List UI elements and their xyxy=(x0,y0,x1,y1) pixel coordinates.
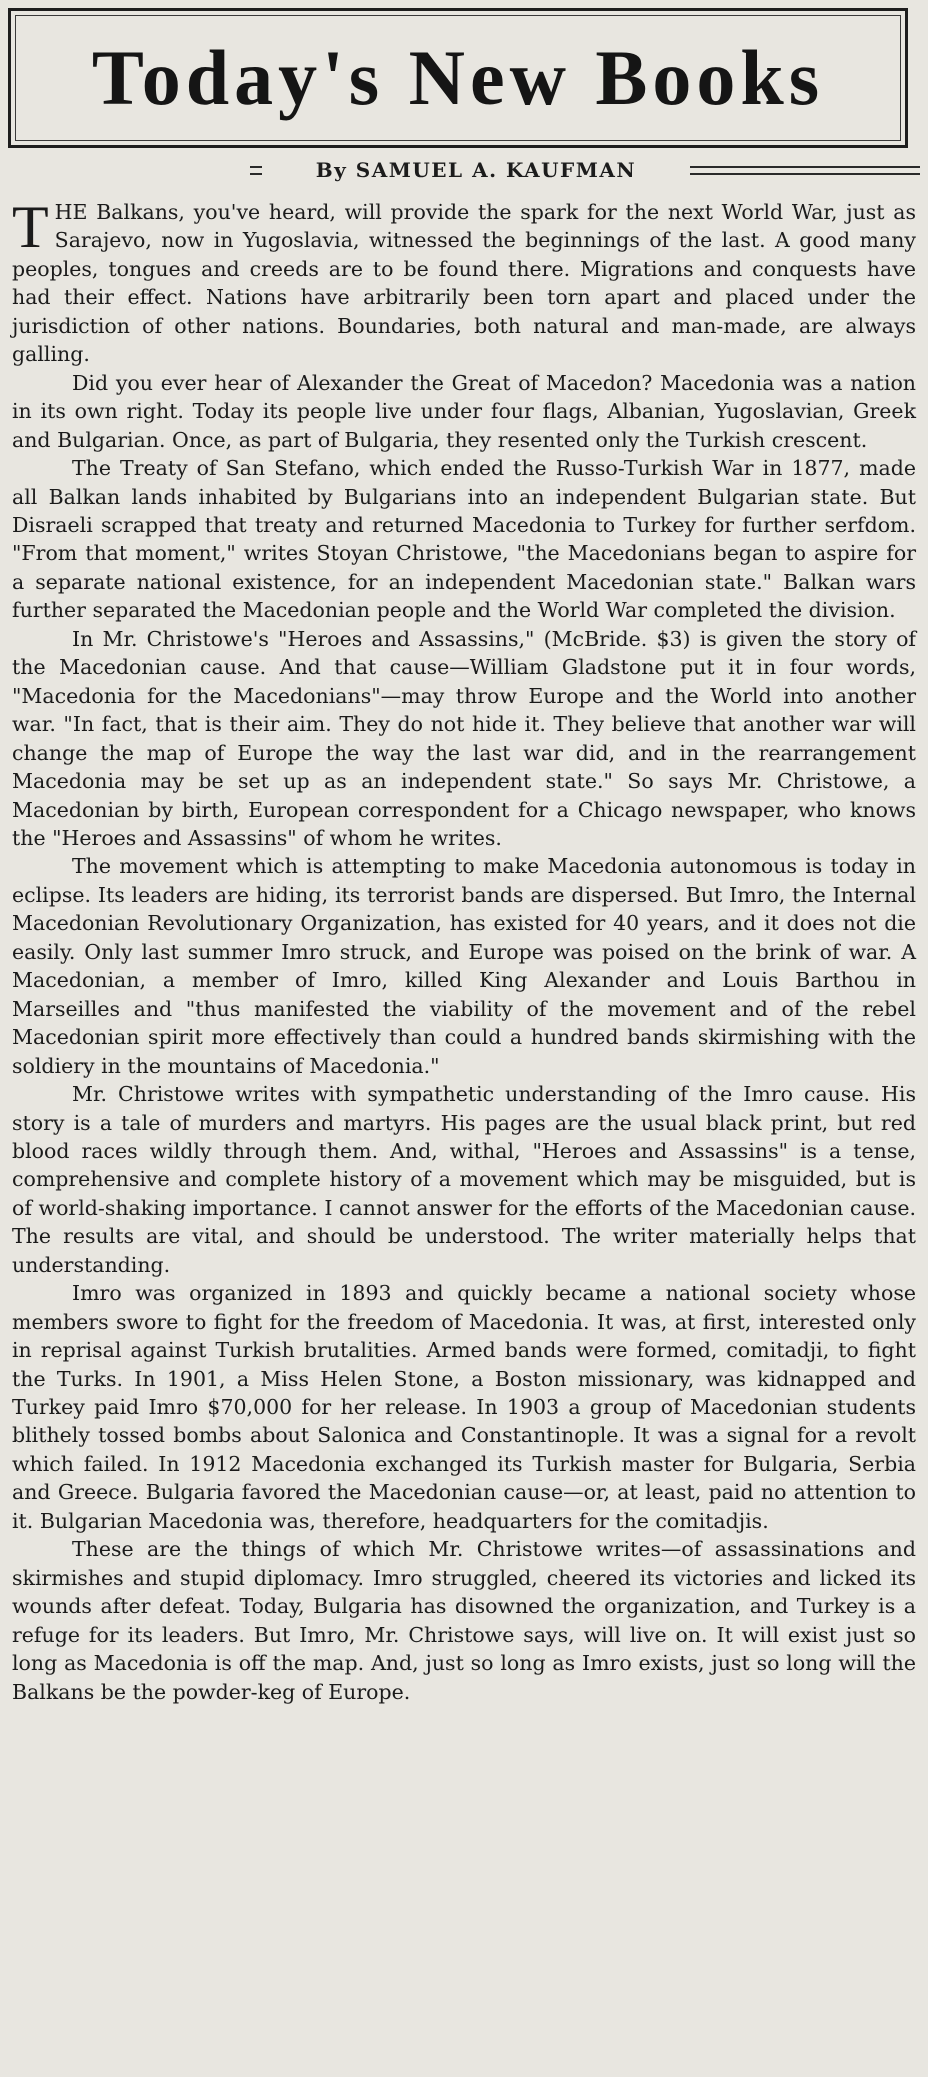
title-box xyxy=(8,8,908,148)
article-paragraph-3: The Treaty of San Stefano, which ended the Russo-Turkish War in 1877, made all Balkan lands inhabited by Bulgarians into an independent Bulgarian state. But Disraeli scrapped that treaty and returned Macedonia to Turkey for further serfdom. "From that moment," writes Stoyan Christowe, "the Macedonians began to aspire for a separate national existence, for an independent Macedonian state." Balkan wars further separated the Macedonian people and the World War completed the division. xyxy=(12,456,916,623)
byline-row xyxy=(0,158,928,182)
byline-rule-left xyxy=(250,166,262,175)
article-paragraph-1: THE Balkans, you've heard, will provide the spark for the next World War, just as Sarajevo, now in Yugoslavia, witnessed the beginnings of the last. A good many peoples, tongues and creeds are to be found there. Migrations and conquests have had their effect. Nations have arbitrarily been torn apart and placed under the jurisdiction of other nations. Boundaries, both natural and man-made, are always galling. xyxy=(12,194,916,367)
article-paragraph-4: In Mr. Christowe's "Heroes and Assassins," (McBride. $3) is given the story of the Macedonian cause. And that cause—William Gladstone put it in four words, "Macedonia for the Macedonians"—may throw Europe and the World into another war. "In fact, that is their aim. They do not hide it. They believe that another war will change the map of Europe the way the last war did, and in the rearrangement Macedonia may be set up as an independent state." So says Mr. Christowe, a Macedonian by birth, European correspondent for a Chicago newspaper, who knows the "Heroes and Assassins" of whom he writes. xyxy=(12,626,916,850)
article-paragraph-5: The movement which is attempting to make Macedonia autonomous is today in eclipse. Its leaders are hiding, its terrorist bands are dispersed. But Imro, the Internal Macedonian Revolutionary Organization, has existed for 40 years, and it does not die easily. Only last summer Imro struck, and Europe was poised on the brink of war. A Macedonian, a member of Imro, killed King Alexander and Louis Barthou in Marseilles and "thus manifested the viability of the movement and of the rebel Macedonian spirit more effectively than could a hundred bands skirmishing with the soldiery in the mountains of Macedonia." xyxy=(12,854,916,1078)
byline: By SAMUEL A. KAUFMAN xyxy=(315,158,637,182)
article-paragraph-6: Mr. Christowe writes with sympathetic understanding of the Imro cause. His story is a tale of murders and martyrs. His pages are the usual black print, but red blood races wildly through them. And, withal, "Heroes and Assassins" is a tense, comprehensive and complete history of a movement which may be misguided, but is of world-shaking importance. I cannot answer for the efforts of the Macedonian cause. The results are vital, and should be understood. The writer materially helps that understanding. xyxy=(12,1082,916,1277)
article-paragraph-2: Did you ever hear of Alexander the Great of Macedon? Macedonia was a nation in its own right. Today its people live under four flags, Albanian, Yugoslavian, Greek and Bulgarian. Once, as part of Bulgaria, they resented only the Turkish crescent. xyxy=(12,370,916,452)
article-paragraph-7: Imro was organized in 1893 and quickly became a national society whose members swore to fight for the freedom of Macedonia. It was, at first, interested only in reprisal against Turkish brutalities. Armed bands were formed, comitadji, to fight the Turks. In 1901, a Miss Helen Stone, a Boston missionary, was kidnapped and Turkey paid Imro $70,000 for her release. In 1903 a group of Macedonian students blithely tossed bombs about Salonica and Constantinople. It was a signal for a revolt which failed. In 1912 Macedonia exchanged its Turkish master for Bulgaria, Serbia and Greece. Bulgaria favored the Macedonian cause—or, at least, paid no attention to it. Bulgarian Macedonia was, therefore, headquarters for the comitadjis. xyxy=(12,1281,916,1533)
column-title: Today's New Books xyxy=(91,34,825,121)
article-paragraph-8: These are the things of which Mr. Christowe writes—of assassinations and skirmishes and stupid diplomacy. Imro struggled, cheered its victories and licked its wounds after defeat. Today, Bulgaria has disowned the organization, and Turkey is a refuge for its leaders. But Imro, Mr. Christowe says, will live on. It will exist just so long as Macedonia is off the map. And, just so long as Imro exists, just so long will the Balkans be the powder-keg of Europe. xyxy=(12,1537,916,1704)
byline-rule-right xyxy=(690,166,920,175)
article-body xyxy=(12,194,916,1706)
